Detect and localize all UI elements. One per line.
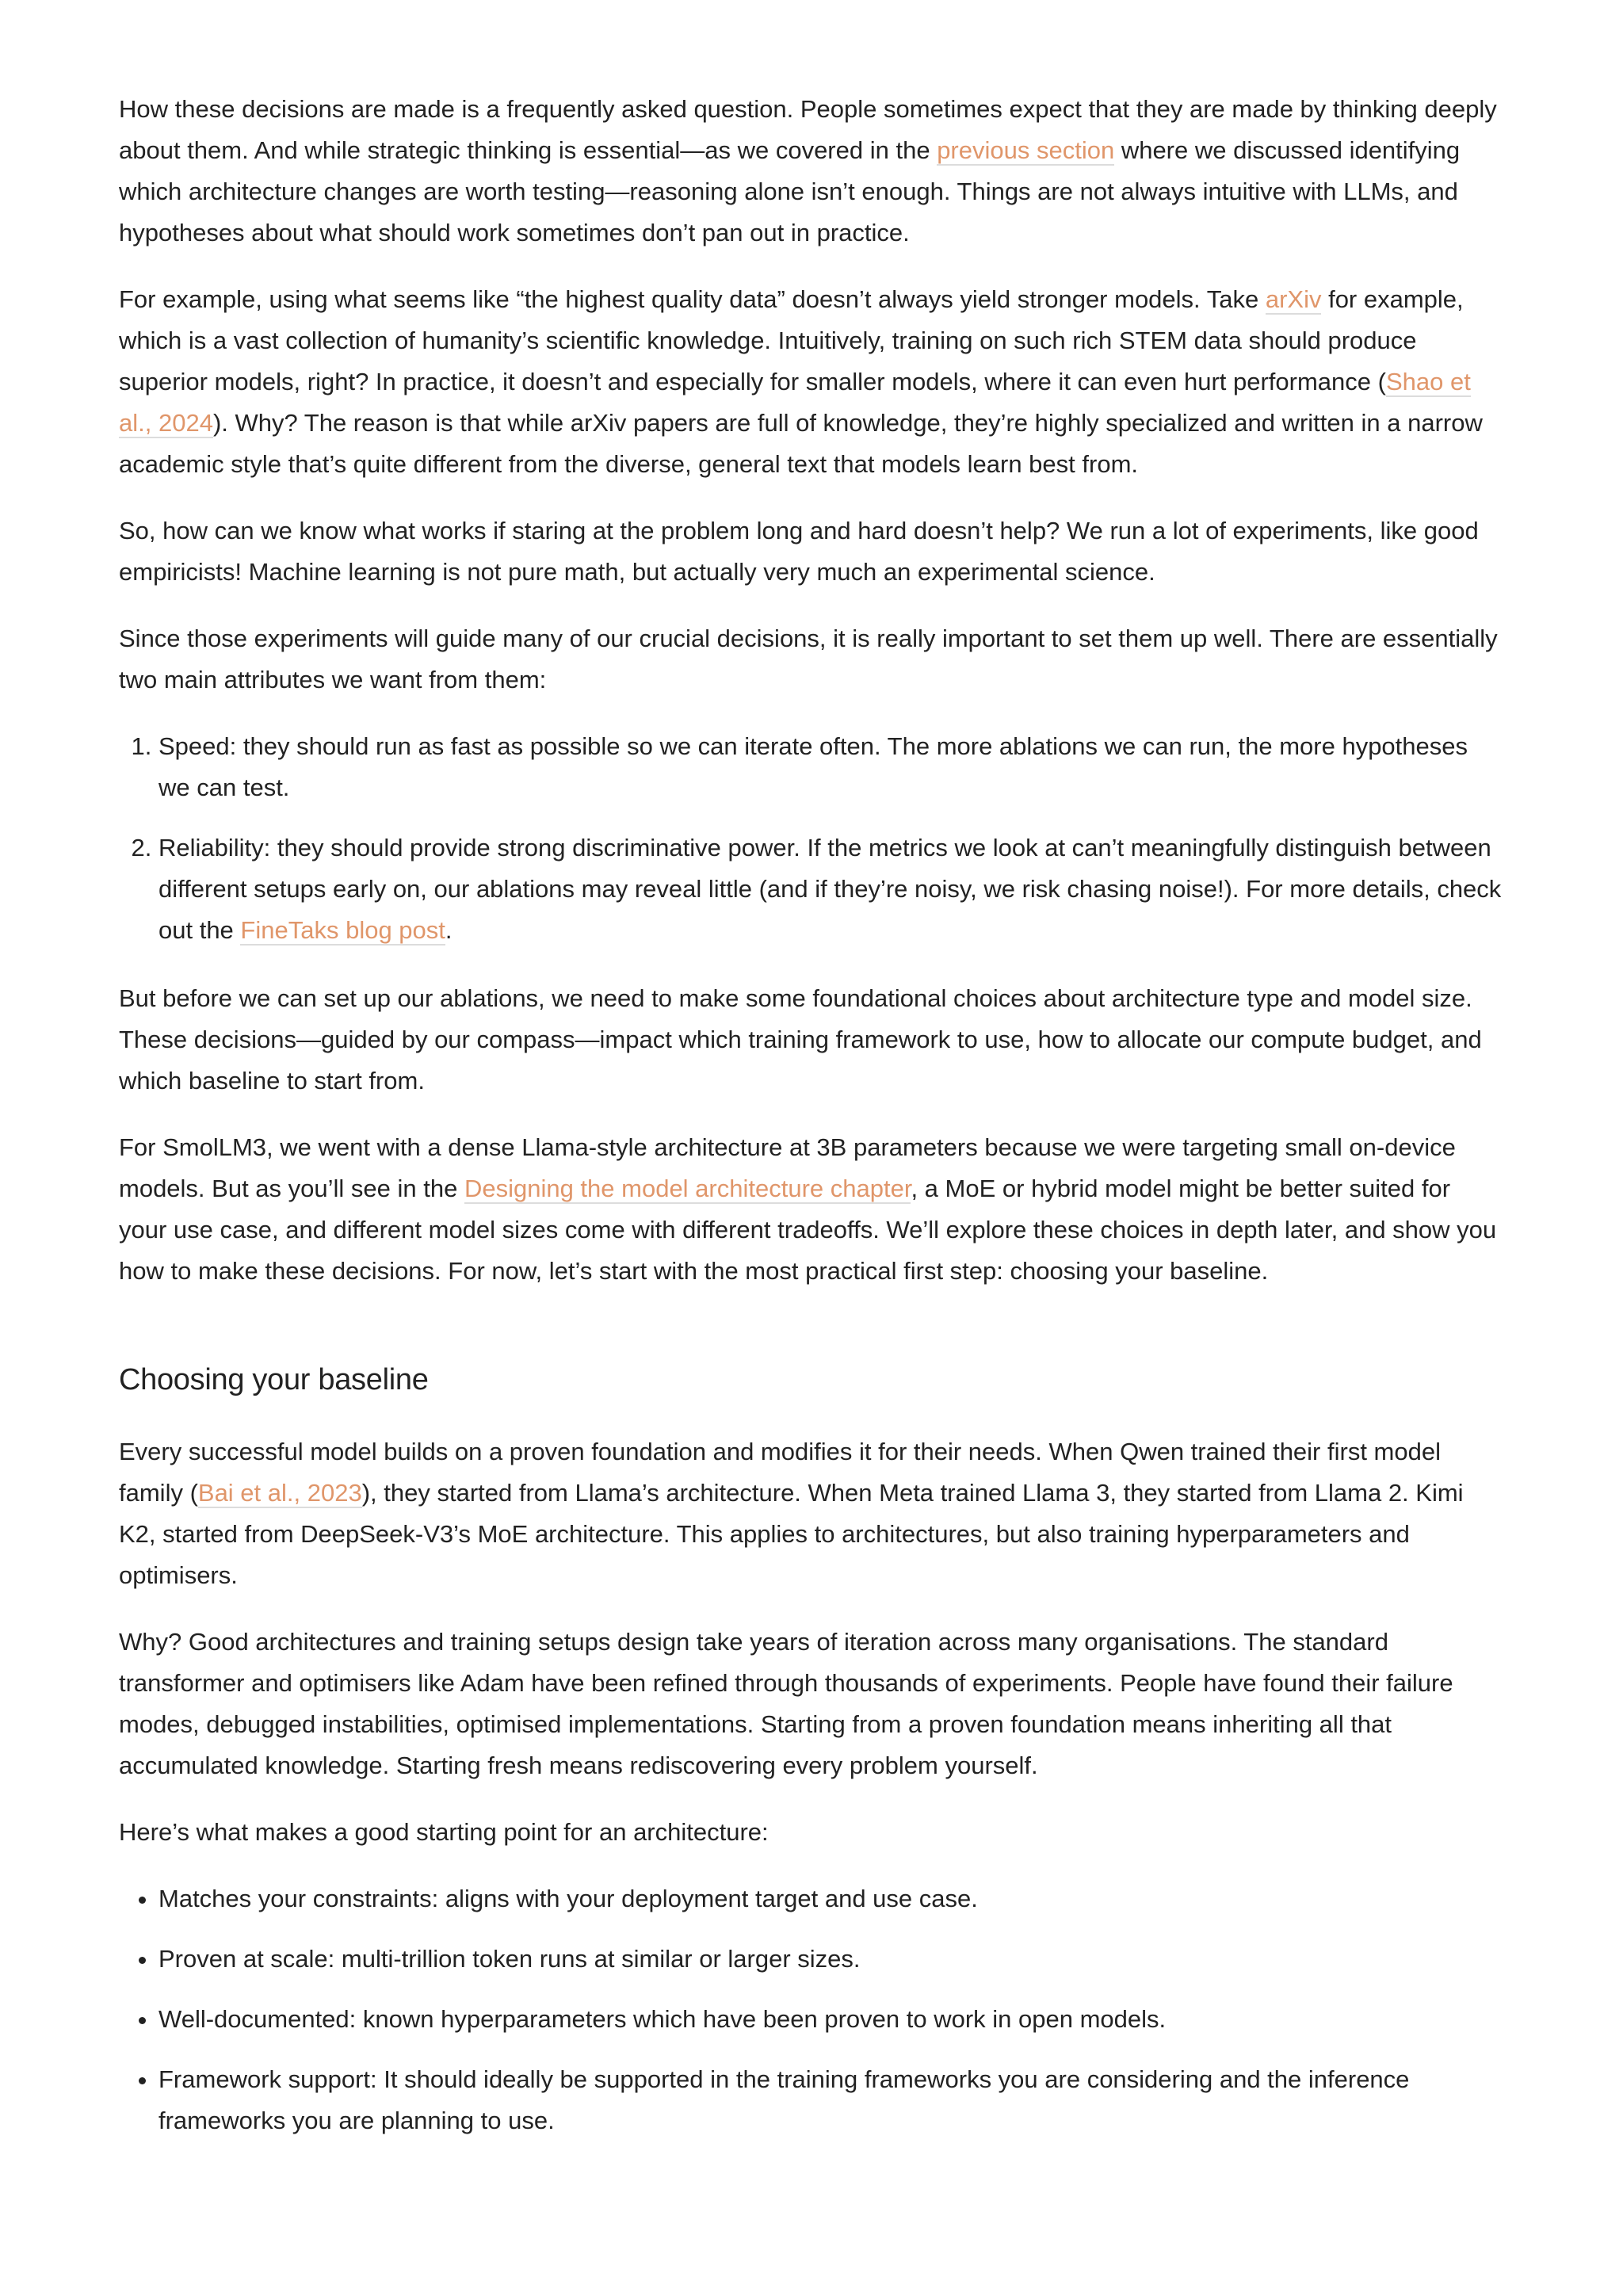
list-item-reliability <box>158 827 1504 951</box>
text: How these decisions are made is a frequently asked question. People sometimes expect that they are made by thinking deeply about them. And while strategic thinking is essential—as we covered in the <box>119 95 1497 164</box>
section-heading: Choosing your baseline <box>119 1363 429 1396</box>
list-item: • Proven at scale: multi-trillion token runs at similar or larger sizes. <box>158 1939 1504 1980</box>
text: Reliability: they should provide strong discriminative power. If the metrics we look at can’t meaningfully distinguish between different setups early on, our ablations may reveal little (and if they’re noisy, we risk chasing noise!). For more details, check out the <box>158 834 1502 944</box>
text: , a MoE or hybrid model might be better suited for your use case, and different model sizes come with different tradeoffs. We’ll explore these choices in depth later, and show you how to make these decisions. For now, let’s start with the most practical first step: choosing your baseline. <box>119 1175 1497 1285</box>
text: ), they started from Llama’s architecture. When Meta trained Llama 3, they started from Llama 2. Kimi K2, started from DeepSeek-V3’s MoE architecture. This applies to architectures, but also training hyperparameters and optimisers. <box>119 1479 1464 1589</box>
bai-2023-citation-link[interactable]: Bai et al., 2023 <box>197 1479 362 1507</box>
shao-2024-citation-link[interactable]: Shao et al., 2024 <box>119 368 1471 437</box>
finetaks-blog-link[interactable]: FineTaks blog post <box>240 916 445 944</box>
paragraph-starting-point-intro: Here’s what makes a good starting point for an architecture: <box>119 1818 769 1846</box>
text: For example, using what seems like “the highest quality data” doesn’t always yield stronger models. Take <box>119 285 1266 313</box>
text: ). Why? The reason is that while arXiv papers are full of knowledge, they’re highly specialized and written in a narrow academic style that’s quite different from the diverse, general text that models learn best from. <box>119 409 1483 478</box>
paragraph-foundational-choices: But before we can set up our ablations, we need to make some foundational choices about architecture type and model size. These decisions—guided by our compass—impact which training framework to use, how to allocate our compute budget, and which baseline to start from. <box>119 984 1482 1095</box>
list-item-speed: 1. Speed: they should run as fast as possible so we can iterate often. The more ablations we can run, the more hypotheses we can test. <box>158 726 1504 808</box>
text: . <box>445 916 453 944</box>
text: For SmolLM3, we went with a dense Llama-style architecture at 3B parameters because we were targeting small on-device models. But as you’ll see in the <box>119 1133 1456 1202</box>
text: for example, which is a vast collection of humanity’s scientific knowledge. Intuitively, training on such rich STEM data should produce superior models, right? In practice, it doesn’t and especially for smaller models, where it can even hurt performance ( <box>119 285 1464 395</box>
paragraph-decisions <box>119 89 1504 254</box>
paragraph-arxiv-example <box>119 279 1504 485</box>
list-item: • Well-documented: known hyperparameters which have been proven to work in open models. <box>158 1999 1504 2040</box>
attributes-list <box>119 726 1504 951</box>
list-item: • Framework support: It should ideally be supported in the training frameworks you are considering and the inference frameworks you are planning to use. <box>158 2059 1504 2141</box>
previous-section-link[interactable]: previous section <box>937 136 1115 164</box>
paragraph-smollm3 <box>119 1127 1504 1292</box>
list-item: • Matches your constraints: aligns with your deployment target and use case. <box>158 1878 1504 1920</box>
starting-point-list <box>119 1878 1504 2141</box>
text: Every successful model builds on a proven foundation and modifies it for their needs. When Qwen trained their first model family ( <box>119 1438 1441 1507</box>
paragraph-attributes-intro: Since those experiments will guide many of our crucial decisions, it is really important to set them up well. There are essentially two main attributes we want from them: <box>119 625 1498 693</box>
paragraph-experiments: So, how can we know what works if staring at the problem long and hard doesn’t help? We run a lot of experiments, like good empiricists! Machine learning is not pure math, but actually very much an experimental science. <box>119 517 1479 586</box>
paragraph-why-proven: Why? Good architectures and training setups design take years of iteration across many organisations. The standard transformer and optimisers like Adam have been refined through thousands of experiments. People have found their failure modes, debugged instabilities, optimised implementations. Starting from a proven foundation means inheriting all that accumulated knowledge. Starting fresh means rediscovering every problem yourself. <box>119 1628 1453 1779</box>
architecture-chapter-link[interactable]: Designing the model architecture chapter <box>464 1175 911 1202</box>
paragraph-proven-foundation <box>119 1431 1504 1596</box>
arxiv-link[interactable]: arXiv <box>1265 285 1322 313</box>
text: where we discussed identifying which architecture changes are worth testing—reasoning alone isn’t enough. Things are not always intuitive with LLMs, and hypotheses about what should work sometimes don’t pan out in practice. <box>119 136 1461 246</box>
